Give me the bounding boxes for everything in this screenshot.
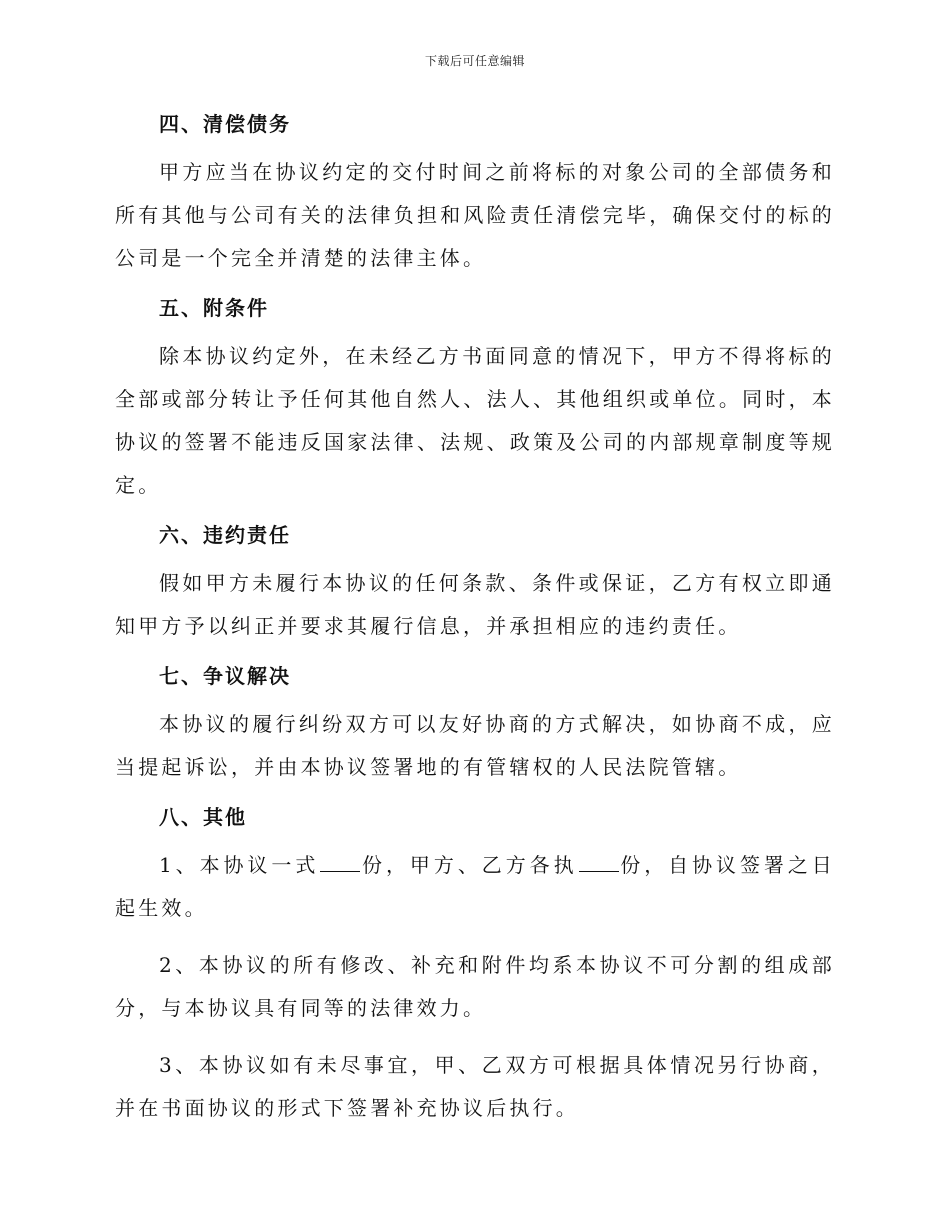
copies-blank-line [320,853,360,872]
section-title-conditions: 五、附条件 [159,296,269,320]
section-title-debt-settlement: 四、清偿债务 [159,112,291,136]
section-title-dispute-resolution: 七、争议解决 [159,664,291,688]
section-paragraph-liability: 假如甲方未履行本协议的任何条款、条件或保证，乙方有权立即通知甲方予以纠正并要求其履行信息，并承担相应的违约责任。 [115,571,835,638]
document-body [115,110,835,1130]
section-paragraph-debt-settlement: 甲方应当在协议约定的交付时间之前将标的对象公司的全部债务和所有其他与公司有关的法律负担和风险责任清偿完毕，确保交付的标的公司是一个完全并清楚的法律主体。 [115,160,835,270]
section-paragraph-dispute-resolution: 本协议的履行纠纷双方可以友好协商的方式解决，如协商不成，应当提起诉讼，并由本协议签署地的有管辖权的人民法院管辖。 [115,712,835,779]
section-title-other: 八、其他 [159,805,247,829]
other-item-2: 2、本协议的所有修改、补充和附件均系本协议不可分割的组成部分，与本协议具有同等的法律效力。 [115,953,835,1020]
other-item-1-part-a: 1、本协议一式 [159,853,320,877]
other-item-3: 3、本协议如有未尽事宜，甲、乙双方可根据具体情况另行协商，并在书面协议的形式下签署补充协议后执行。 [115,1053,835,1120]
page-header: 下载后可任意编辑 [424,54,525,68]
section-paragraph-conditions: 除本协议约定外，在未经乙方书面同意的情况下，甲方不得将标的全部或部分转让予任何其他自然人、法人、其他组织或单位。同时，本协议的签署不能违反国家法律、法规、政策及公司的内部规章制度等规定。 [115,344,835,497]
other-item-1-part-b: 份，甲方、乙方各执 [361,853,578,877]
copies-each-blank-line [579,853,619,872]
other-item-1-part-c: 份，自协议签署之日起生效。 [115,853,835,920]
other-item-1 [115,844,835,930]
section-title-liability: 六、违约责任 [159,523,291,547]
